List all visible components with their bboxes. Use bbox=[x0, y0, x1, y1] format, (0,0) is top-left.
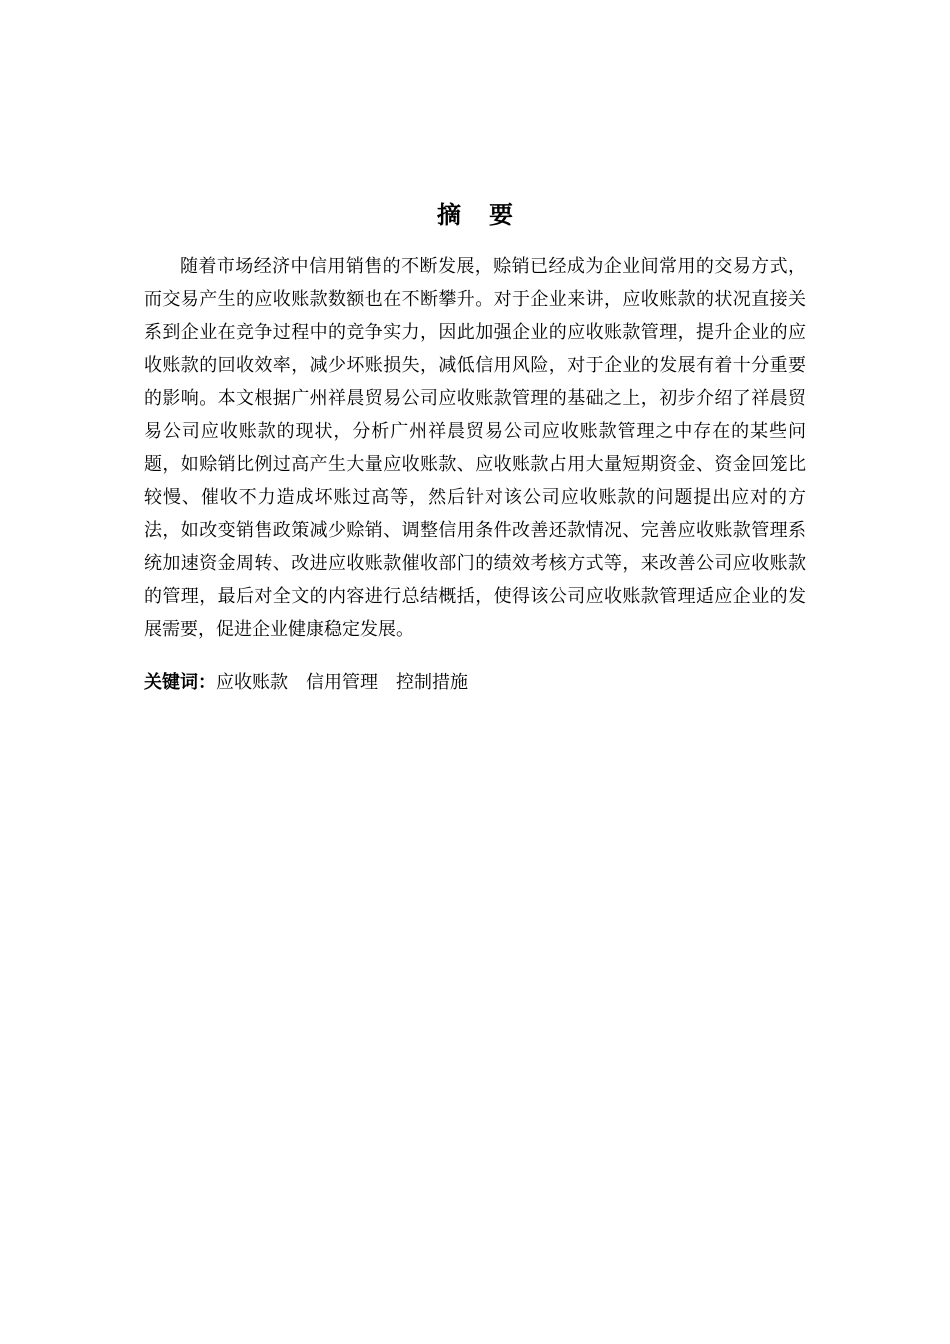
keyword-item: 信用管理 bbox=[306, 672, 378, 693]
keywords-label: 关键词： bbox=[144, 672, 216, 693]
keywords-line bbox=[144, 668, 806, 698]
abstract-title: 摘要 bbox=[437, 201, 541, 229]
keyword-item: 控制措施 bbox=[396, 672, 468, 693]
abstract-body: 随着市场经济中信用销售的不断发展，赊销已经成为企业间常用的交易方式，而交易产生的应收账款数额也在不断攀升。对于企业来讲，应收账款的状况直接关系到企业在竞争过程中的竞争实力，因此加强企业的应收账款管理，提升企业的应收账款的回收效率，减少坏账损失，减低信用风险，对于企业的发展有着十分重要的影响。本文根据广州祥晨贸易公司应收账款管理的基础之上，初步介绍了祥晨贸易公司应收账款的现状，分析广州祥晨贸易公司应收账款管理之中存在的某些问题，如赊销比例过高产生大量应收账款、应收账款占用大量短期资金、资金回笼比较慢、催收不力造成坏账过高等，然后针对该公司应收账款的问题提出应对的方法，如改变销售政策减少赊销、调整信用条件改善还款情况、完善应收账款管理系统加速资金周转、改进应收账款催收部门的绩效考核方式等，来改善公司应收账款的管理，最后对全文的内容进行总结概括，使得该公司应收账款管理适应企业的发展需要，促进企业健康稳定发展。 bbox=[144, 256, 806, 640]
keyword-item: 应收账款 bbox=[216, 672, 288, 693]
